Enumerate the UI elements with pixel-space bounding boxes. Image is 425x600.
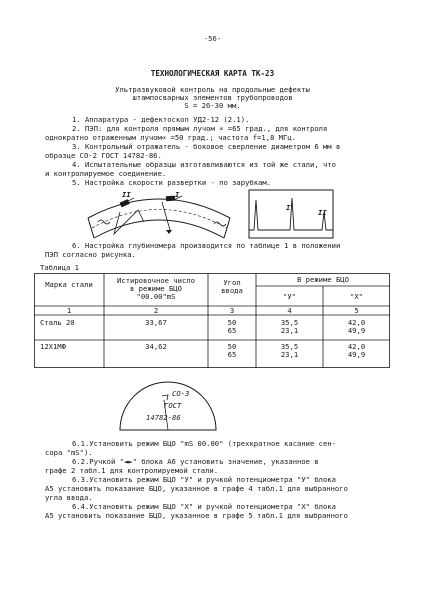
beam-label-2: II [122,190,131,199]
column-number: 1 [66,306,72,315]
row2-steel: 12Х1МФ [40,342,66,351]
row1-y-50: 35,5 [280,318,299,327]
calibration-table [34,273,390,368]
beam-label-1: I [175,190,180,199]
row2-number: 34,62 [145,342,167,351]
column-number: 2 [153,306,159,315]
stamp-line-2: ГОСТ [164,401,182,410]
subtitle-line-2: штампосварных элементов трубопроводов [132,93,293,102]
step-line: А5 установить показание БЦО, указанное в графе 4 табл.1 для выбранного [45,484,348,493]
item-line: и контролируемое соединение. [45,169,167,178]
header-number-line1: Истировочное число [117,276,195,285]
step-line: сора "mS"). [45,448,93,457]
step-line: угла ввода. [45,493,93,502]
item-line: образце СО-2 ГОСТ 14782-86. [45,151,162,160]
row1-angle-50: 50 [227,318,237,327]
step-line: 6.4.Установить режим БЦО "Х" и ручкой потенциометра "Х" блока [72,502,336,511]
step-line: графе 2 табл.1 для контролируемой стали. [45,466,219,475]
column-number: 3 [229,306,235,315]
header-angle-line1: Угол [223,278,241,287]
subtitle-line-1: Ультразвуковой контроль на продольные дефекты [115,85,310,94]
row2-x-65: 49,9 [347,350,366,359]
stamp-line-3: 14782-86 [146,413,181,422]
item-line: 5. Настройка скорости развертки - по зарубкам. [72,178,272,187]
subtitle-line-3: S = 26-30 мм. [184,101,241,110]
stamp-line-1: СО-3 [172,389,190,398]
header-bco-mode: В режиме БЦО [297,275,349,284]
pulse-label-1: I [286,203,291,212]
document-title: ТЕХНОЛОГИЧЕСКАЯ КАРТА ТК-23 [150,69,275,78]
step-line: 6.1.Установить режим БЦО "mS 00.00" (трехкратное касание сен- [72,439,336,448]
item-line: 3. Контрольный отражатель - боковое сверление диаметром 6 мм в [72,142,341,151]
item-line: однократно отраженным лучом∝ =50 град.; частота f=1,8 МГц. [45,133,296,142]
row2-angle-50: 50 [227,342,237,351]
row1-x-50: 42,0 [347,318,366,327]
item6-line-2: ПЭП согласно рисунка. [45,250,136,259]
item6-line-1: 6. Настройка глубиномера производится по таблице 1 в положении [72,241,341,250]
row2-y-65: 23,1 [280,350,299,359]
item-line: 2. ПЭП: для контроля прямым лучом ∝ =65 град., для контроля [72,124,328,133]
pulse-label-2: II [318,208,327,217]
row2-angle-65: 65 [227,350,237,359]
step-line: А5 установить показание БЦО, указанное в графе 5 табл.1 для выбранного [45,511,348,520]
row1-number: 33,67 [145,318,167,327]
table-caption: Таблица 1 [40,263,79,272]
header-mode-x: "Х" [350,292,363,301]
page-number: -56- [203,34,222,43]
row1-y-65: 23,1 [280,326,299,335]
item-line: 4. Испытательные образцы изготавливаются из той же стали, что [72,160,336,169]
header-angle-line2: ввода [221,286,243,295]
header-number-line3: "00.00"mS [136,292,176,301]
column-number: 4 [287,306,292,315]
row1-steel: Сталь 20 [40,318,75,327]
item-line: 1. Аппаратура - дефектоскоп УД2-12 (2.1). [72,115,250,124]
header-steel-grade: Марка стали [45,280,93,289]
row2-y-50: 35,5 [280,342,299,351]
column-number: 5 [354,306,359,315]
row1-angle-65: 65 [227,326,237,335]
row1-x-65: 49,9 [347,326,366,335]
step-line: 6.2.Ручкой "◄►" блока А6 установить значение, указанное в [72,457,319,466]
header-number-line2: в режиме БЦО [130,284,182,293]
row2-x-50: 42,0 [347,342,366,351]
step-line: 6.3.Установить режим БЦО "У" и ручкой потенциометра "У" блока [72,475,336,484]
header-mode-y: "У" [283,292,296,301]
